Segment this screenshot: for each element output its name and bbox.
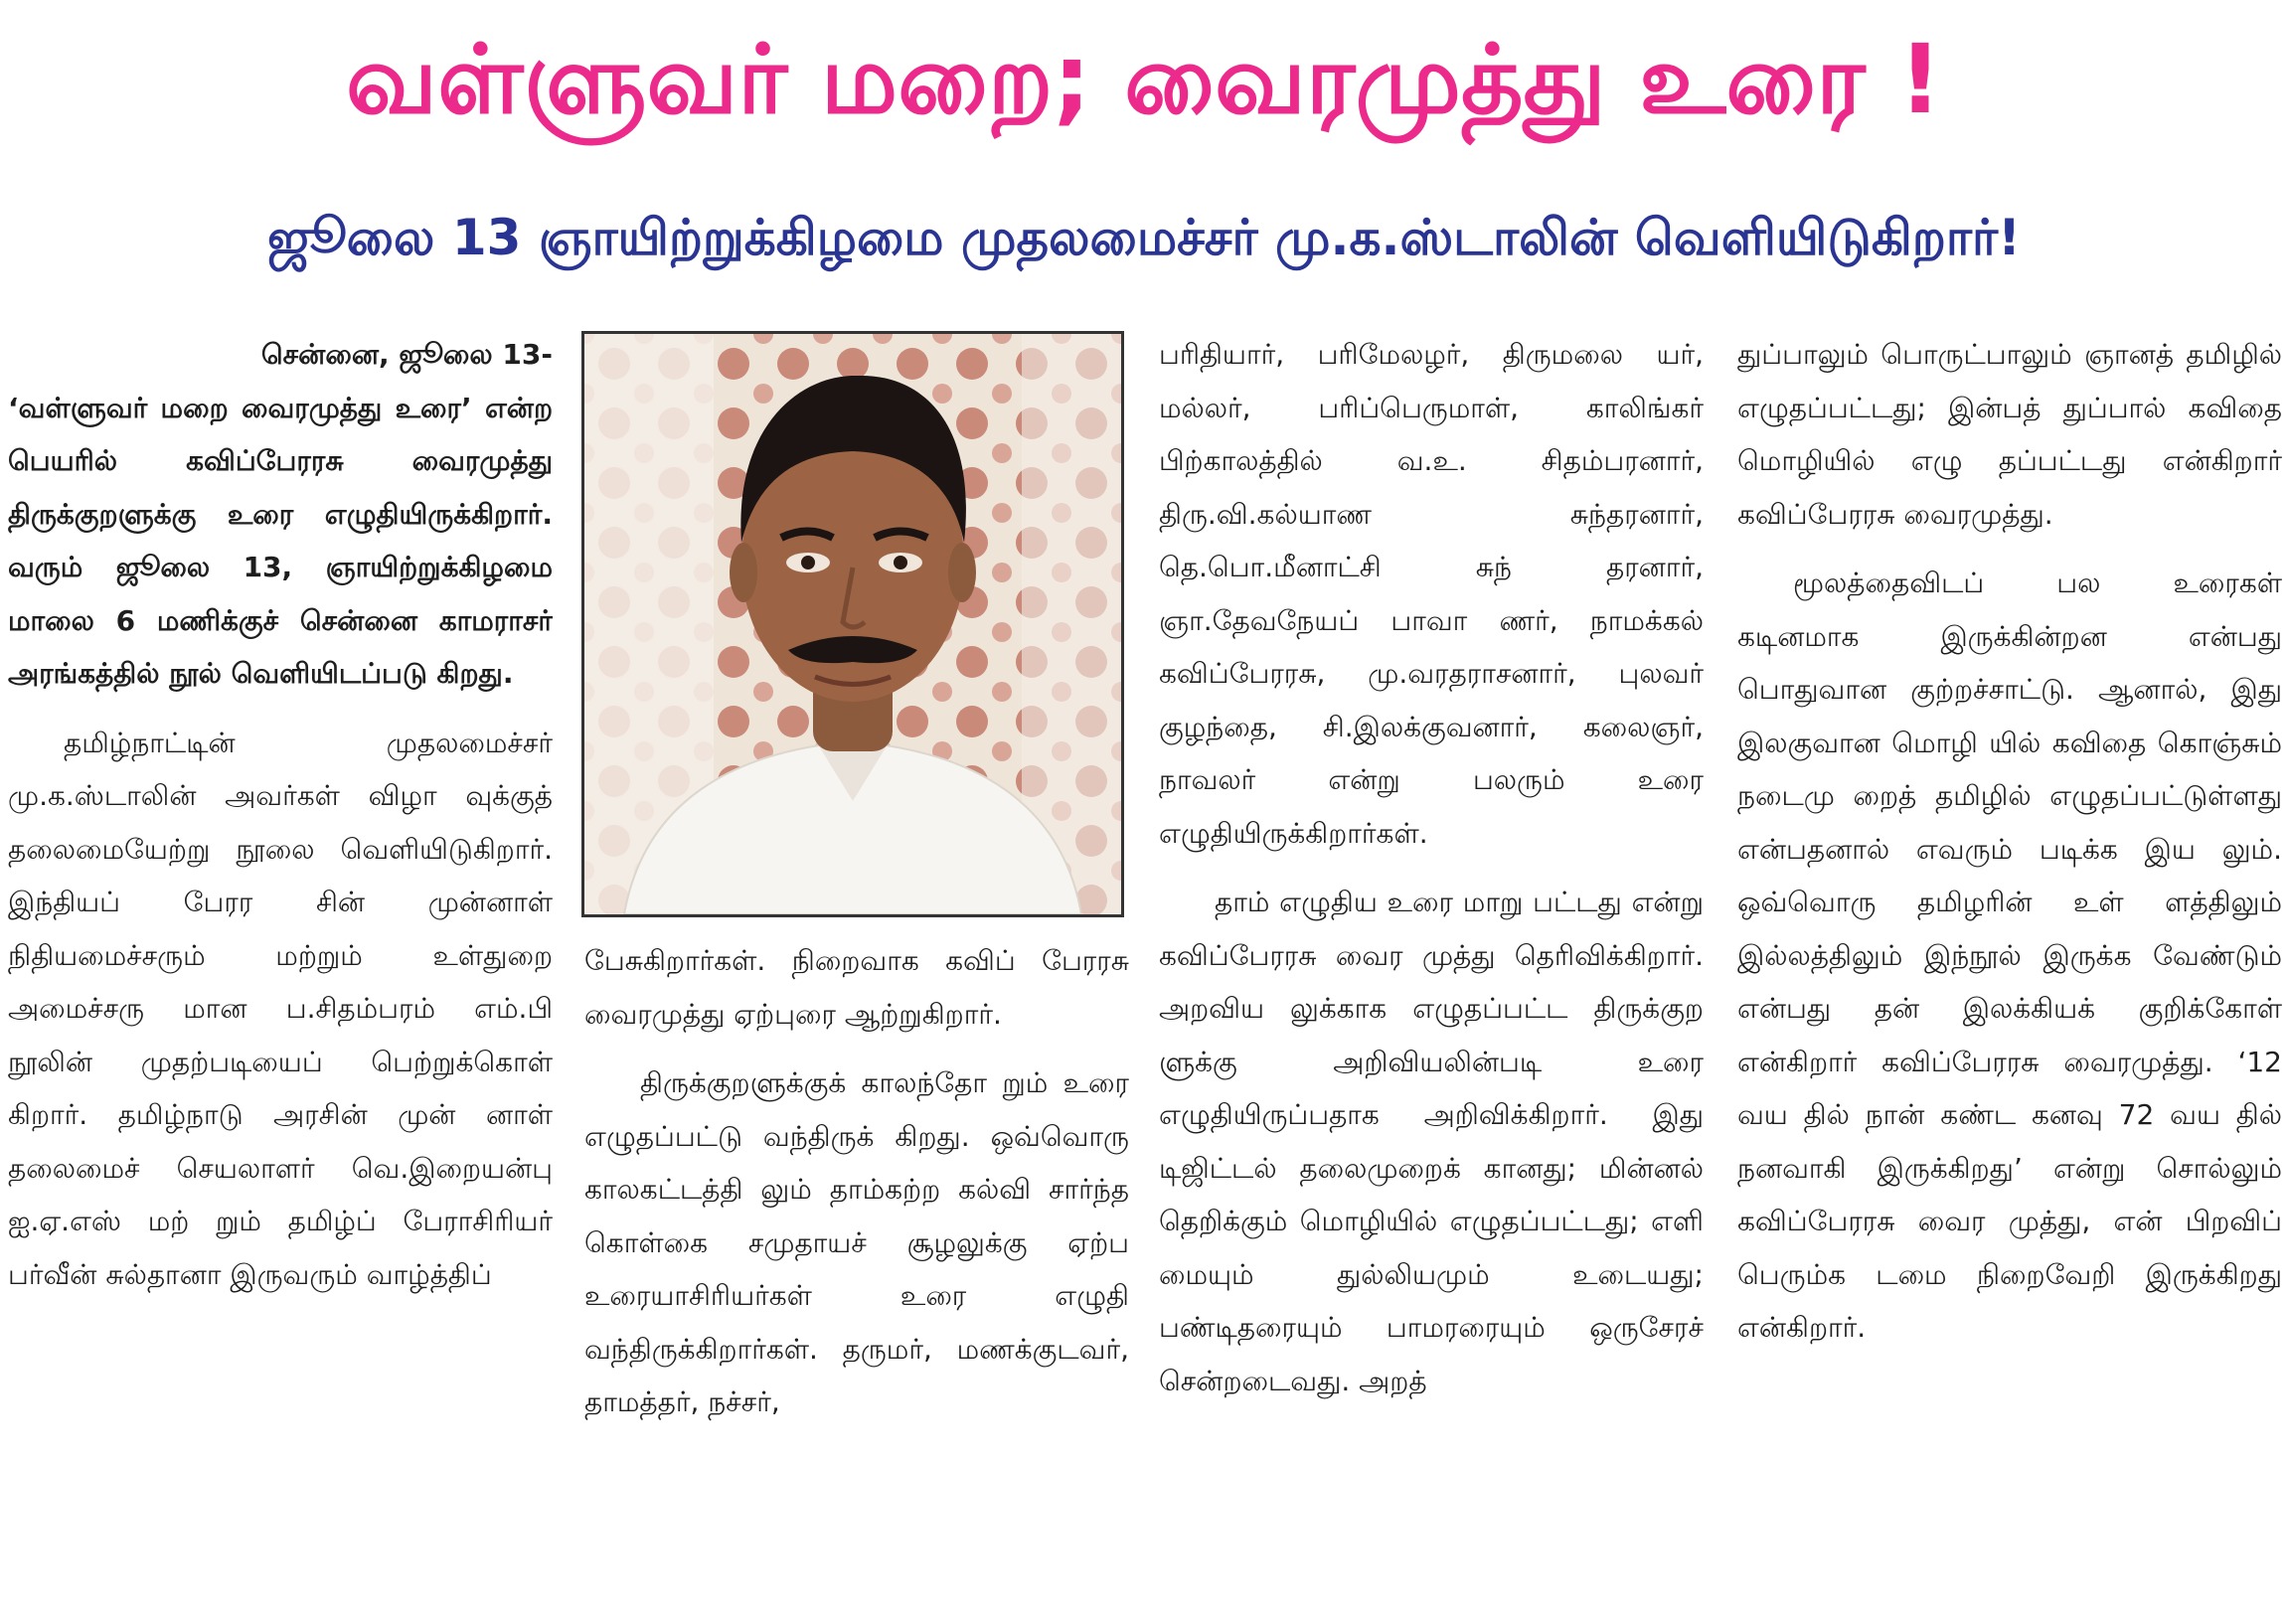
paragraph: பரிதியார், பரிமேலழர், திருமலை யர், மல்லர், பரிப்பெருமாள், காலிங்கர் பிற்காலத்தில் வ.உ. சிதம்பரனார், திரு.வி.கல்யாண சுந்தரனார், தெ.பொ.மீனாட்சி சுந் தரனார், ஞா.தேவநேயப் பாவா ணர், நாமக்கல் கவிப்பேரரசு, மு.வரதராசனார், புலவர் குழந்தை, சி.இலக்குவனார், கலைஞர், நாவலர் என்று பலரும் உரை எழுதியிருக்கிறார்கள். bbox=[1159, 338, 1704, 850]
article-column-4 bbox=[1737, 328, 2282, 1620]
article-column-1 bbox=[8, 328, 553, 1620]
paragraph: துப்பாலும் பொருட்பாலும் ஞானத் தமிழில் எழுதப்பட்டது; இன்பத் துப்பால் கவிதை மொழியில் எழு தப்பட்டது என்கிறார் கவிப்பேரரசு வைரமுத்து. bbox=[1737, 338, 2282, 531]
article-column-3 bbox=[1159, 328, 1704, 1620]
paragraph: பேசுகிறார்கள். நிறைவாக கவிப் பேரரசு வைரமுத்து ஏற்புரை ஆற்றுகிறார். bbox=[584, 944, 1129, 1031]
paragraph: திருக்குறளுக்குக் காலந்தோ றும் உரை எழுதப்பட்டு வந்திருக் கிறது. ஒவ்வொரு காலகட்டத்தி லும் தாம்கற்ற கல்வி சார்ந்த கொள்கை சமுதாயச் சூழலுக்கு ஏற்ப உரையாசிரியர்கள் உரை எழுதி வந்திருக்கிறார்கள். தருமர், மணக்குடவர், தாமத்தர், நச்சர், bbox=[584, 1066, 1129, 1418]
paragraph: மூலத்தைவிடப் பல உரைகள் கடினமாக இருக்கின்றன என்பது பொதுவான குற்றச்சாட்டு. ஆனால், இது இலகுவான மொழி யில் கவிதை கொஞ்சும் நடைமு றைத் தமிழில் எழுதப்பட்டுள்ளது என்பதனால் எவரும் படிக்க இய லும். ஒவ்வொரு தமிழரின் உள் ளத்திலும் இல்லத்திலும் இந்நூல் இருக்க வேண்டும் என்பது தன் இலக்கியக் குறிக்கோள் என்கிறார் கவிப்பேரரசு வைரமுத்து. ‘12 வய தில் நான் கண்ட கனவு 72 வய தில் நனவாகி இருக்கிறது’ என்று சொல்லும் கவிப்பேரரசு வைர முத்து, என் பிறவிப் பெரும்க டமை நிறைவேறி இருக்கிறது என்கிறார். bbox=[1737, 567, 2282, 1344]
paragraph: தாம் எழுதிய உரை மாறு பட்டது என்று கவிப்பேரரசு வைர முத்து தெரிவிக்கிறார். அறவிய லுக்காக எழுதப்பட்ட திருக்குற ளுக்கு அறிவியலின்படி உரை எழுதியிருப்பதாக அறிவிக்கிறார். இது டிஜிட்டல் தலைமுறைக் கானது; மின்னல் தெறிக்கும் மொழியில் எழுதப்பட்டது; எளி மையும் துல்லியமும் உடையது; பண்டிதரையும் பாமரரையும் ஒருசேரச் சென்றடைவது. அறத் bbox=[1159, 886, 1704, 1397]
lede-paragraph: ‘வள்ளுவர் மறை வைரமுத்து உரை’ என்ற பெயரில் கவிப்பேரரசு வைரமுத்து திருக்குறளுக்கு உரை எழுதியிருக்கிறார். வரும் ஜூலை 13, ஞாயிற்றுக்கிழமை மாலை 6 மணிக்குச் சென்னை காமராசர் அரங்கத்தில் நூல் வெளியிடப்படு கிறது. bbox=[8, 391, 553, 690]
article-column-2 bbox=[584, 328, 1129, 1620]
paragraph: தமிழ்நாட்டின் முதலமைச்சர் மு.க.ஸ்டாலின் அவர்கள் விழா வுக்குத் தலைமையேற்று நூலை வெளியிடுகிறார். இந்தியப் பேரர சின் முன்னாள் நிதியமைச்சரும் மற்றும் உள்துறை அமைச்சரு மான ப.சிதம்பரம் எம்.பி நூலின் முதற்படியைப் பெற்றுக்கொள் கிறார். தமிழ்நாடு அரசின் முன் னாள் தலைமைச் செயலாளர் வெ.இறையன்பு ஐ.ஏ.எஸ் மற் றும் தமிழ்ப் பேராசிரியர் பர்வீன் சுல்தானா இருவரும் வாழ்த்திப் bbox=[8, 726, 553, 1291]
subheadline: ஜூலை 13 ஞாயிற்றுக்கிழமை முதலமைச்சர் மு.க.ஸ்டாலின் வெளியிடுகிறார்! bbox=[267, 209, 2021, 266]
headline: வள்ளுவர் மறை; வைரமுத்து உரை ! bbox=[346, 24, 1942, 135]
dateline: சென்னை, ஜூலை 13- bbox=[260, 338, 553, 371]
